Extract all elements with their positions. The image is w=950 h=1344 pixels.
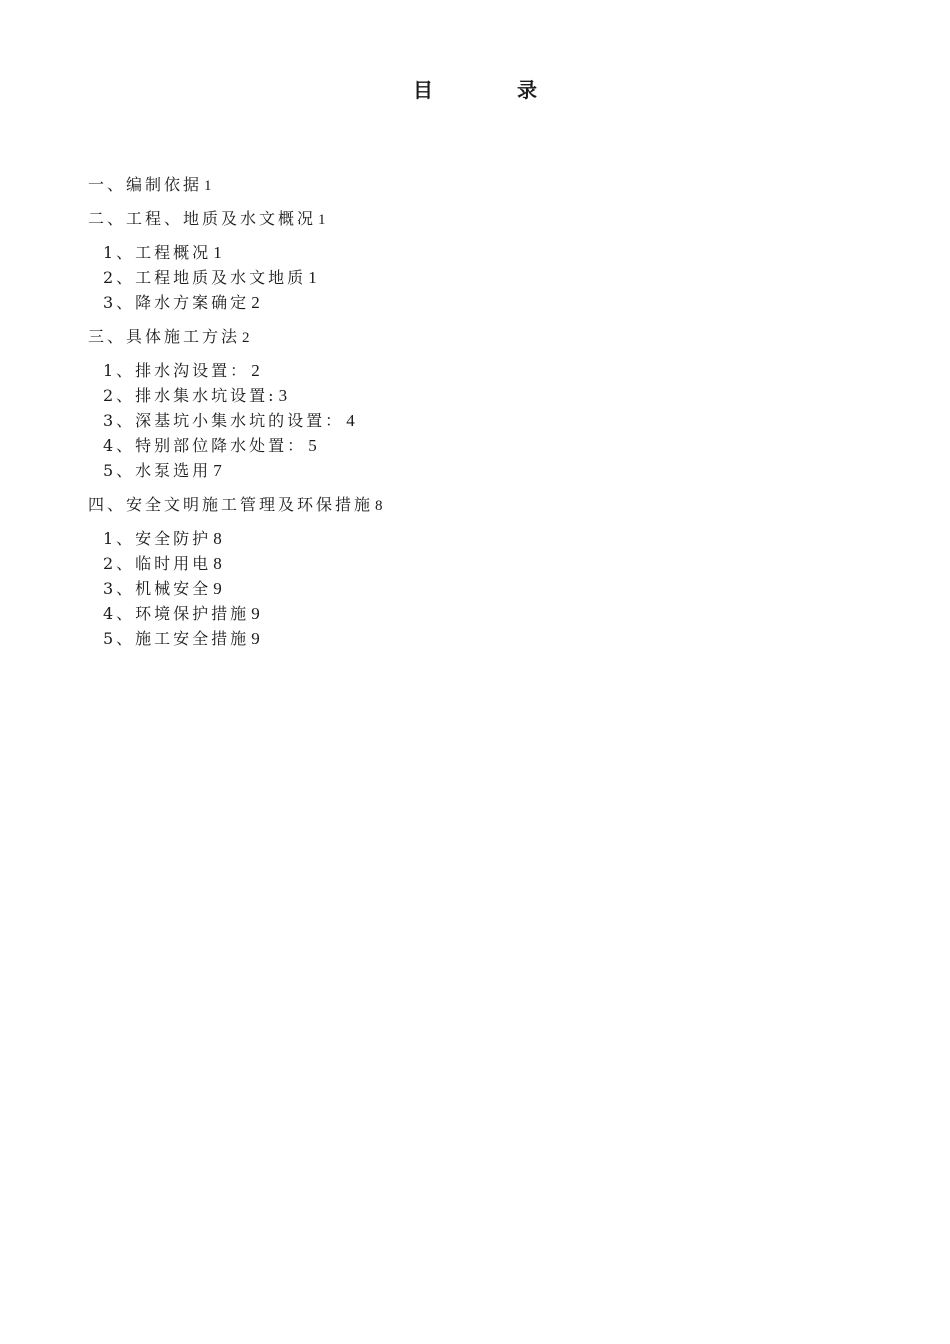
toc-entry-label: 2、排水集水坑设置: (103, 386, 277, 405)
toc-page-number: 1 (308, 268, 317, 287)
toc-section-heading[interactable] (88, 172, 888, 197)
toc-page-number: 1 (213, 243, 222, 262)
toc-subsection-item[interactable] (103, 601, 888, 626)
toc-entry-label: 5、水泵选用 (103, 461, 212, 480)
toc-subsection-item[interactable] (103, 290, 888, 315)
toc-page-number: 1 (318, 212, 326, 228)
toc-entry-label: 1、排水沟设置： (103, 361, 250, 380)
toc-page-number: 5 (308, 436, 317, 455)
toc-page-number: 2 (251, 361, 260, 380)
toc-subsection-item[interactable] (103, 458, 888, 483)
toc-entry-label: 3、深基坑小集水坑的设置： (103, 411, 345, 430)
toc-page-number: 1 (204, 178, 212, 194)
toc-subsection-list (103, 358, 888, 483)
toc-section-heading[interactable] (88, 206, 888, 231)
toc-subsection-list (103, 526, 888, 651)
toc-subsection-list (103, 240, 888, 315)
toc-entry-label: 三、具体施工方法 (88, 327, 241, 346)
toc-entry-label: 二、工程、地质及水文概况 (88, 209, 317, 228)
toc-subsection-item[interactable] (103, 383, 888, 408)
toc-page-number: 8 (213, 554, 222, 573)
toc-section-heading[interactable] (88, 492, 888, 517)
toc-entry-label: 1、安全防护 (103, 529, 212, 548)
toc-section-heading[interactable] (88, 324, 888, 349)
page-title: 目 录 (413, 78, 569, 102)
toc-page-number: 9 (213, 579, 222, 598)
toc-entry-label: 1、工程概况 (103, 243, 212, 262)
toc-page-number: 9 (251, 629, 260, 648)
toc-entry-label: 3、降水方案确定 (103, 293, 250, 312)
toc-page-number: 8 (375, 498, 383, 514)
toc-entry-label: 4、环境保护措施 (103, 604, 250, 623)
toc-entry-label: 5、施工安全措施 (103, 629, 250, 648)
toc-subsection-item[interactable] (103, 551, 888, 576)
toc-entry-label: 4、特别部位降水处置： (103, 436, 307, 455)
toc-entry-label: 2、临时用电 (103, 554, 212, 573)
toc-section (88, 172, 888, 197)
toc-section (88, 324, 888, 483)
toc-page-number: 7 (213, 461, 222, 480)
toc-entry-label: 一、编制依据 (88, 175, 203, 194)
toc-subsection-item[interactable] (103, 240, 888, 265)
toc-section (88, 492, 888, 651)
toc-entry-label: 四、安全文明施工管理及环保措施 (88, 495, 374, 514)
toc-subsection-item[interactable] (103, 408, 888, 433)
toc-subsection-item[interactable] (103, 433, 888, 458)
toc-subsection-item[interactable] (103, 358, 888, 383)
toc-page-number: 8 (213, 529, 222, 548)
toc-page-number: 2 (242, 330, 250, 346)
toc-subsection-item[interactable] (103, 626, 888, 651)
toc-subsection-item[interactable] (103, 526, 888, 551)
table-of-contents (88, 172, 888, 660)
toc-subsection-item[interactable] (103, 265, 888, 290)
toc-page-number: 4 (346, 411, 355, 430)
toc-page-number: 9 (251, 604, 260, 623)
toc-page-number: 3 (278, 386, 288, 405)
toc-page-number: 2 (251, 293, 260, 312)
toc-entry-label: 2、工程地质及水文地质 (103, 268, 307, 287)
toc-section (88, 206, 888, 315)
toc-entry-label: 3、机械安全 (103, 579, 212, 598)
toc-subsection-item[interactable] (103, 576, 888, 601)
